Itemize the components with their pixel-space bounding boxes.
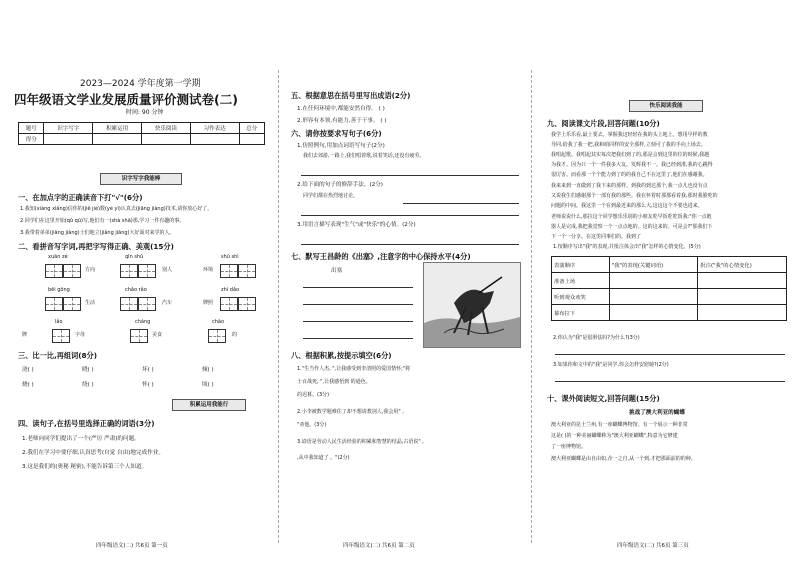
exam-page-1	[0, 0, 273, 561]
compare-item: 晓( )	[82, 367, 94, 373]
score-head: 积累运用	[93, 123, 142, 134]
answer-line[interactable]	[301, 244, 519, 245]
score-row-label: 得分	[19, 134, 44, 145]
writing-grid[interactable]	[45, 264, 63, 278]
q6-line: 3.用语言描写表现"生气"或"快乐"的心情。(2分)	[297, 222, 416, 228]
table-cell[interactable]	[698, 289, 787, 305]
compare-item: 坏( )	[142, 367, 154, 373]
essay-line: 澳大利亚的昆士兰州,有一座蝴蝶博物馆。有一个展示一种非常	[551, 422, 688, 428]
q6-line: 1.仿照例句,用加点词语写句子(2分)	[297, 143, 385, 149]
q6-sentence: 同学们都在热烈地讨论。	[303, 193, 359, 199]
score-cell	[93, 134, 142, 145]
section-banner: 识字写字我能棒	[100, 173, 182, 185]
q8-line: 2.小李被数学题难住了却不想请教别人,我会用" ,	[297, 409, 404, 415]
q8-line: 3.谚语是劳动人民生活经验的积累和智慧的结晶,古语说" ,	[297, 439, 424, 445]
score-cell	[141, 134, 190, 145]
score-cell	[239, 134, 264, 145]
word-hint: 生活	[85, 300, 96, 306]
reading-line: 导同,给我了我一把,我和咱同样的安全那样,立刻可了我的手向上场去。	[551, 142, 706, 148]
compare-item: 烧( )	[22, 382, 34, 388]
word-hint: 牌	[22, 332, 28, 338]
writing-grid[interactable]	[138, 297, 156, 311]
answer-line[interactable]	[301, 175, 519, 176]
page-footer: 四年级语文(二) 共6页 第二页	[343, 543, 415, 549]
table-head: 批注("我"的心情变化)	[698, 257, 787, 273]
school-year: 2023—2024 学年度第一学期	[80, 79, 201, 89]
word-hint: 牌照	[203, 300, 214, 306]
reading-line: 下一个一分享。在这里同事们的。我到了	[551, 234, 642, 240]
page-footer: 四年级语文(二) 共6页 第三页	[617, 543, 689, 549]
compare-item: 绕( )	[82, 382, 94, 388]
q3-title: 三、比一比,再组词(8分)	[18, 351, 97, 360]
poem-title: 出塞	[331, 268, 343, 274]
score-cell	[44, 134, 93, 145]
q4-line: 1.老师向同学们提出了一个(严厉 严肃)的问题。	[22, 436, 140, 442]
q5-line: 1.在任何环境中,都能安然自得。 ( )	[297, 106, 385, 112]
word-hint: 字母	[75, 332, 86, 338]
answer-line[interactable]	[555, 381, 785, 382]
table-row-label: 准备上场	[552, 273, 610, 289]
score-head: 快乐阅读	[141, 123, 190, 134]
table-head: "我"的表现(关键词语)	[609, 257, 698, 273]
table-cell[interactable]	[609, 289, 698, 305]
table-head: 表演顺序	[552, 257, 610, 273]
exam-time: 时间: 90 分钟	[126, 109, 164, 116]
score-head: 识字写字	[44, 123, 93, 134]
q8-line: "劝他。(3分)	[297, 422, 327, 428]
reading-line: 问题的中间。我这里一个在到最近来的那么大,这这这个不要也进来。	[551, 203, 703, 209]
table-row-label: 听到观众欢笑	[552, 289, 610, 305]
writing-grid[interactable]	[238, 264, 256, 278]
writing-grid[interactable]	[208, 329, 226, 343]
writing-grid[interactable]	[63, 264, 81, 278]
reading-line: 为我才。因为只一个一件我多大友。发辉我不一。我已经到准,我的心跳得	[551, 162, 713, 168]
q2-title: 二、看拼音写字词,再把字写得正确、美观(15分)	[18, 242, 174, 251]
writing-grid[interactable]	[63, 297, 81, 311]
section-banner: 快乐阅读我能	[629, 100, 703, 112]
q6-example: 我们去郊游,一路上,我们唱着歌,说着笑话,还没有疲劳。	[303, 153, 425, 159]
writing-grid[interactable]	[120, 297, 138, 311]
compare-item: 顷( )	[202, 382, 214, 388]
q4-title: 四、读句子,在括号里选择正确的词语(3分)	[18, 419, 155, 428]
page-divider	[531, 70, 532, 543]
q6-line: 2.给下面的句子的修辞手法。(2分)	[297, 182, 383, 188]
page-divider	[278, 70, 279, 543]
writing-grid[interactable]	[130, 329, 148, 343]
essay-line: 澳大利亚蝴蝶是由自由如,企一之自,从一个到,才把那面前的的种。	[551, 456, 696, 462]
q1-title: 一、在加点字的正确读音下打"√"(6分)	[18, 193, 143, 202]
q10-title: 十、课外阅读短文,回答问题(15分)	[547, 394, 660, 403]
exam-title: 四年级语文学业发展质量评价测试卷(二)	[14, 92, 238, 107]
answer-line[interactable]	[555, 354, 785, 355]
q1-line: 2.同学们在这里开始(qǔ qū)写,他们有一(shà shā)那,学习一件有趣的事。	[20, 218, 185, 224]
q8-line: 1."生当作人杰, ",让我感受到李清照的爱国情怀;"将	[297, 366, 411, 372]
pinyin: cháng	[135, 319, 151, 325]
table-row-label: 幕布拉下	[552, 305, 610, 321]
score-table	[18, 122, 265, 145]
reading-line: 我学上乐乐看,最上要去。掌握我这轻轻在我的头上地上。想用早样的教	[551, 132, 708, 138]
essay-title: 挑战了澳大利亚的蝴蝶	[629, 410, 685, 416]
q9-sub: 1.按顺序写出"我"的表现,并批注体会出"我"怎样的心情变化。(5分)	[553, 244, 701, 250]
essay-line: 了一座博物馆。	[551, 444, 587, 450]
pinyin: lǎo	[55, 319, 63, 325]
q1-line: 1.我知(xiàng xiāng)信你的(jiě jiè)数(yè yì)认真去(jiāng jiàng)技术,请你放心好了。	[20, 206, 213, 212]
q9-sub: 2.你认为"我"是很胆怯吗?为什么?(3分)	[553, 335, 640, 341]
poem-illustration	[423, 262, 521, 348]
word-hint: 美食	[152, 332, 163, 338]
q9-sub: 3.如果你和文中的"我"是同学,你会怎样安慰她?(2分)	[553, 362, 669, 368]
section-banner: 积累运用我能行	[172, 399, 246, 411]
table-cell[interactable]	[609, 273, 698, 289]
q8-line: 士百战死, ",让我感悟到 的逊色。	[297, 379, 371, 385]
writing-grid[interactable]	[45, 297, 63, 311]
writing-grid[interactable]	[138, 264, 156, 278]
writing-grid[interactable]	[238, 297, 256, 311]
pinyin: chǎo rǎo	[125, 287, 147, 293]
reading-line: 器人是完成,我把我觉察一个一点点地的。这的这来的。可是会?"那我们下	[551, 224, 713, 230]
reading-line: 我唱起歌。我唱起其实每次把我们到了的,那是会到这里的位的时候,我越	[551, 152, 710, 158]
exam-page-2	[283, 0, 529, 561]
score-head: 总分	[239, 123, 264, 134]
reading-line: 又说我生们感谢那个一部有我的那些。我在怀着时那那看着我,那时我脸吃的	[551, 193, 718, 199]
q8-line: 的迟暮。(3分)	[297, 392, 330, 398]
table-cell[interactable]	[698, 273, 787, 289]
q1-line: 3.我带着弟弟(jiāng jiàng)士们地立(jiǎng jiāng)大好面对来学的人。	[20, 230, 175, 236]
poem-line[interactable]	[303, 287, 413, 288]
writing-grid[interactable]	[220, 297, 238, 311]
q8-line: ,从中我知道了 。"(2分)	[297, 455, 350, 461]
q6-title: 六、请你按要求写句子(6分)	[291, 129, 382, 138]
q5-line: 2.形容有本领,有能力,善于干事。 ( )	[297, 118, 387, 124]
page-footer: 四年级语文(二) 共6页 第一页	[96, 543, 168, 549]
compare-item: 怀( )	[142, 382, 154, 388]
poem-line[interactable]	[303, 338, 413, 339]
reading-line: 很厉害。而看那一个个能力到了的的我自己不在这里了,他们在感谢我。	[551, 172, 708, 178]
q5-title: 五、根据意思在括号里写出成语(2分)	[291, 91, 411, 100]
q4-line: 2.我们在学习中要仔细,认真思考(自觉 自由)地完成作业。	[22, 450, 164, 456]
compare-item: 倾( )	[202, 367, 214, 373]
answer-line[interactable]	[403, 203, 519, 204]
score-cell	[190, 134, 239, 145]
word-hint: 方向	[85, 267, 96, 273]
table-cell[interactable]	[609, 305, 698, 321]
reading-table	[551, 256, 787, 321]
q9-title: 九、阅读课文片段,回答问题(10分)	[547, 119, 660, 128]
q8-title: 八、根据积累,按提示填空(6分)	[291, 351, 392, 360]
table-cell[interactable]	[698, 305, 787, 321]
writing-grid[interactable]	[220, 264, 238, 278]
poem-line[interactable]	[303, 304, 413, 305]
pinyin: shū shì	[221, 254, 239, 260]
score-head: 题号	[19, 123, 44, 134]
essay-line: 这是( )的一种美丽蝴蝶称为"澳大利亚蝴蝶",特意为它修建	[551, 433, 678, 439]
answer-line[interactable]	[301, 215, 519, 216]
pinyin: xuān zé	[48, 254, 68, 260]
q4-line: 3.这是我们的(奥秘 秘密),不能告诉第三个人知道。	[22, 464, 148, 470]
reading-line: 老师说说什么,那拉这个同学想乐乐别的小朋友吃早饭吃吃饭我:"你一点链	[551, 214, 712, 220]
pinyin: chāo	[212, 319, 225, 325]
exam-page-3	[533, 0, 794, 561]
poem-line[interactable]	[303, 321, 413, 322]
writing-grid[interactable]	[120, 264, 138, 278]
score-head: 习作表达	[190, 123, 239, 134]
pinyin: zhí dǎo	[221, 287, 240, 293]
word-hint: 的	[232, 332, 238, 338]
word-hint: 别人	[162, 267, 173, 273]
word-hint: 环境	[203, 267, 214, 273]
pinyin: qīn shǔ	[125, 254, 144, 260]
reading-line: 我来来到一直做到了我下来的那样。到我的到达那个,我一点儿也没有点	[551, 183, 708, 189]
pinyin: bēi gōng	[48, 287, 70, 293]
q7-title: 七、默写王昌龄的《出塞》,注意字的中心保持水平(4分)	[291, 252, 471, 261]
word-hint: 汽车	[162, 300, 173, 306]
writing-grid[interactable]	[52, 329, 70, 343]
compare-item: 浇( )	[22, 367, 34, 373]
